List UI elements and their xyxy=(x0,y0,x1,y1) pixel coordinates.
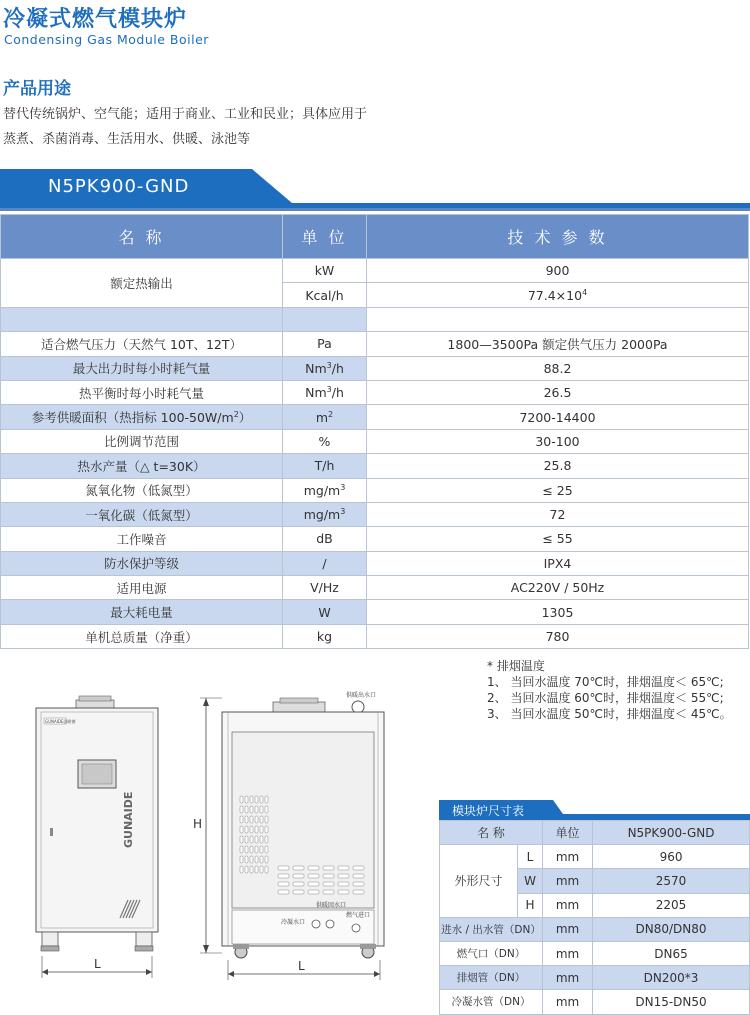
spec-header-unit: 单 位 xyxy=(283,215,367,259)
dims-unit: mm xyxy=(543,869,593,893)
dims-unit: mm xyxy=(543,990,593,1014)
table-row xyxy=(440,917,750,941)
louver-slot xyxy=(265,816,268,823)
dims-axis: L xyxy=(518,845,543,869)
vent-slot xyxy=(308,890,319,894)
spec-header-value: 技 术 参 数 xyxy=(367,215,749,259)
spec-value: ≤ 25 xyxy=(367,478,749,502)
spec-value: 30-100 xyxy=(367,429,749,453)
usage-text xyxy=(3,102,423,152)
unit-base: m xyxy=(315,409,329,425)
table-row xyxy=(1,600,749,624)
unit-base: mg/m xyxy=(303,507,341,523)
louver-slot xyxy=(250,856,253,863)
notes-item: 2、 当回水温度 60℃时，排烟温度＜ 55℃; xyxy=(487,691,724,705)
louver-slot xyxy=(250,846,253,853)
spec-value: ≤ 55 xyxy=(367,527,749,551)
spec-name: 防水保护等级 xyxy=(1,551,283,575)
dims-header-model: N5PK900-GND xyxy=(593,821,750,845)
table-row xyxy=(440,941,750,965)
front-logo-text: GUNAIDE xyxy=(122,791,135,848)
spec-name: 适合燃气压力（天然气 10T、12T） xyxy=(1,332,283,356)
spec-name: 最大出力时每小时耗气量 xyxy=(1,356,283,380)
spec-value: 25.8 xyxy=(367,454,749,478)
spec-unit xyxy=(283,502,367,526)
table-row xyxy=(1,259,749,283)
spec-name: 比例调节范围 xyxy=(1,429,283,453)
table-row xyxy=(1,429,749,453)
spec-unit: T/h xyxy=(283,454,367,478)
label-condensate: 冷凝水口 xyxy=(281,919,306,926)
dims-unit: mm xyxy=(543,966,593,990)
louver-slot xyxy=(240,836,243,843)
spec-name xyxy=(1,405,283,429)
value-base: 77.4×10 xyxy=(527,287,583,303)
dims-header-row xyxy=(440,821,750,845)
louver-slot xyxy=(260,806,263,813)
spec-value: 88.2 xyxy=(367,356,749,380)
louver-slot xyxy=(250,866,253,873)
vent-slot xyxy=(308,866,319,870)
vent-slot xyxy=(338,882,349,886)
page-subtitle: Condensing Gas Module Boiler xyxy=(4,32,209,47)
spec-unit: % xyxy=(283,429,367,453)
dims-row-name: 进水 / 出水管（DN） xyxy=(440,917,543,941)
spec-unit: kW xyxy=(283,259,367,283)
boiler-front-view xyxy=(28,688,168,982)
spec-name: 适用电源 xyxy=(1,576,283,600)
louver-slot xyxy=(245,856,248,863)
unit-sup: 3 xyxy=(340,482,346,492)
dims-value: 960 xyxy=(593,845,750,869)
table-row xyxy=(1,576,749,600)
label-supply-out: 供暖出水口 xyxy=(346,692,377,699)
dims-unit: mm xyxy=(543,845,593,869)
notes-item: 1、 当回水温度 70℃时，排烟温度＜ 65℃; xyxy=(487,675,724,689)
spec-name: 热平衡时每小时耗气量 xyxy=(1,380,283,404)
vent-slot xyxy=(353,874,364,878)
louver-slot xyxy=(245,866,248,873)
side-dim-h: H xyxy=(193,817,203,831)
louver-slot xyxy=(240,816,243,823)
unit-base: Nm xyxy=(305,385,327,401)
louver-slot xyxy=(265,856,268,863)
dims-header-unit: 单位 xyxy=(543,821,593,845)
louver-slot xyxy=(240,826,243,833)
vent-slot xyxy=(353,866,364,870)
spec-value: 72 xyxy=(367,502,749,526)
louver-slot xyxy=(240,796,243,803)
spec-name: 工作噪音 xyxy=(1,527,283,551)
dims-axis: W xyxy=(518,869,543,893)
vent-slot xyxy=(293,882,304,886)
vent-slot xyxy=(278,882,289,886)
unit-tail: /h xyxy=(331,385,344,401)
vent-slot xyxy=(323,874,334,878)
louver-slot xyxy=(255,866,258,873)
louver-slot xyxy=(245,846,248,853)
spec-header-name: 名 称 xyxy=(1,215,283,259)
spec-unit xyxy=(283,478,367,502)
notes-item: 3、 当回水温度 50℃时，排烟温度＜ 45℃。 xyxy=(487,707,732,721)
vent-slot xyxy=(278,874,289,878)
louver-slot xyxy=(250,826,253,833)
exhaust-temp-notes xyxy=(487,658,732,722)
louver-slot xyxy=(245,806,248,813)
spec-unit: Kcal/h xyxy=(283,283,367,307)
dims-table xyxy=(439,820,750,1015)
page-title: 冷凝式燃气模块炉 xyxy=(3,7,188,32)
vent-slot xyxy=(293,874,304,878)
louver-slot xyxy=(265,866,268,873)
louver-slot xyxy=(255,826,258,833)
louver-slot xyxy=(255,816,258,823)
louver-slot xyxy=(265,796,268,803)
louver-slot xyxy=(255,836,258,843)
label-return-in: 供暖回水口 xyxy=(316,902,347,909)
louver-slot xyxy=(240,806,243,813)
spec-name: 最大耗电量 xyxy=(1,600,283,624)
spec-unit xyxy=(283,405,367,429)
louver-slot xyxy=(265,806,268,813)
louver-slot xyxy=(240,866,243,873)
louver-slot xyxy=(260,846,263,853)
louver-slot xyxy=(245,796,248,803)
louver-slot xyxy=(245,836,248,843)
usage-heading: 产品用途 xyxy=(3,79,71,99)
spec-value: IPX4 xyxy=(367,551,749,575)
louver-slot xyxy=(250,816,253,823)
table-row xyxy=(440,845,750,869)
dims-unit: mm xyxy=(543,941,593,965)
table-row-blank xyxy=(1,307,749,331)
spec-unit: W xyxy=(283,600,367,624)
vent-slot xyxy=(353,890,364,894)
louver-slot xyxy=(250,796,253,803)
louver-slot xyxy=(250,836,253,843)
spec-unit xyxy=(283,356,367,380)
vent-slot xyxy=(293,866,304,870)
spec-unit xyxy=(283,380,367,404)
vent-slot xyxy=(323,882,334,886)
dims-axis: H xyxy=(518,893,543,917)
vent-slot xyxy=(338,866,349,870)
louver-slot xyxy=(265,826,268,833)
spec-value xyxy=(367,283,749,307)
louver-slot xyxy=(245,826,248,833)
spec-unit: / xyxy=(283,551,367,575)
spec-unit: Pa xyxy=(283,332,367,356)
louver-slot xyxy=(260,856,263,863)
dims-value: DN65 xyxy=(593,941,750,965)
dims-value: DN80/DN80 xyxy=(593,917,750,941)
dims-value: 2205 xyxy=(593,893,750,917)
table-row xyxy=(1,332,749,356)
vent-slot xyxy=(353,882,364,886)
name-tail: ） xyxy=(238,410,252,426)
unit-base: mg/m xyxy=(303,482,341,498)
louver-slot xyxy=(265,846,268,853)
front-dim-l: L xyxy=(94,957,101,971)
dims-value: DN200*3 xyxy=(593,966,750,990)
louver-slot xyxy=(240,846,243,853)
unit-sup: 3 xyxy=(326,384,332,394)
side-dim-l: L xyxy=(298,959,305,973)
louver-slot xyxy=(240,856,243,863)
name-base: 参考供暖面积（热指标 100-50W/m xyxy=(31,410,234,426)
table-row xyxy=(1,356,749,380)
spec-name: 单机总质量（净重） xyxy=(1,624,283,648)
notes-title: * 排烟温度 xyxy=(487,659,545,673)
name-sup: 2 xyxy=(233,409,239,419)
spec-value: 1305 xyxy=(367,600,749,624)
louver-slot xyxy=(260,866,263,873)
louver-slot xyxy=(245,816,248,823)
usage-line: 替代传统锅炉、空气能；适用于商业、工业和民业；具体应用于 xyxy=(3,107,368,122)
table-row xyxy=(1,478,749,502)
vent-slot xyxy=(293,890,304,894)
table-row xyxy=(1,454,749,478)
table-row xyxy=(1,527,749,551)
dims-row-name: 排烟管（DN） xyxy=(440,966,543,990)
dims-unit: mm xyxy=(543,893,593,917)
louver-slot xyxy=(255,796,258,803)
spec-name: 一氧化碳（低氮型） xyxy=(1,502,283,526)
louver-slot xyxy=(260,836,263,843)
unit-base: Nm xyxy=(305,360,327,376)
table-row xyxy=(440,990,750,1014)
louver-slot xyxy=(260,796,263,803)
dims-row-name: 燃气口（DN） xyxy=(440,941,543,965)
vent-slot xyxy=(278,866,289,870)
spec-unit: dB xyxy=(283,527,367,551)
spec-value: 780 xyxy=(367,624,749,648)
spec-table xyxy=(0,214,749,649)
vent-slot xyxy=(308,874,319,878)
dims-outline-name: 外形尺寸 xyxy=(440,845,518,918)
vent-slot xyxy=(323,866,334,870)
spec-value: AC220V / 50Hz xyxy=(367,576,749,600)
vent-slot xyxy=(278,890,289,894)
louver-slot xyxy=(265,836,268,843)
model-name: N5PK900-GND xyxy=(48,176,190,197)
table-row xyxy=(1,502,749,526)
spec-value: 26.5 xyxy=(367,380,749,404)
table-row xyxy=(1,551,749,575)
unit-tail: /h xyxy=(331,360,344,376)
unit-sup: 3 xyxy=(340,506,346,516)
louver-slot xyxy=(260,816,263,823)
spec-name: 热水产量（△ t=30K） xyxy=(1,454,283,478)
spec-unit: kg xyxy=(283,624,367,648)
table-row xyxy=(440,966,750,990)
dims-value: 2570 xyxy=(593,869,750,893)
table-row xyxy=(1,405,749,429)
table-row xyxy=(1,624,749,648)
dims-title: 模块炉尺寸表 xyxy=(452,804,525,818)
unit-sup: 2 xyxy=(328,409,334,419)
table-row xyxy=(1,380,749,404)
boiler-side-view xyxy=(188,688,398,982)
usage-line: 蒸煮、杀菌消毒、生活用水、供暖、泳池等 xyxy=(3,132,251,147)
vent-slot xyxy=(308,882,319,886)
louver-slot xyxy=(250,806,253,813)
unit-sup: 3 xyxy=(326,360,332,370)
spec-header-row xyxy=(1,215,749,259)
dims-header-name: 名 称 xyxy=(440,821,543,845)
front-plate-text: GUNAIDE固耐德 xyxy=(45,719,76,724)
louver-slot xyxy=(255,806,258,813)
spec-name: 氮氧化物（低氮型） xyxy=(1,478,283,502)
value-exponent: 4 xyxy=(582,287,588,297)
dims-row-name: 冷凝水管（DN） xyxy=(440,990,543,1014)
vent-slot xyxy=(323,890,334,894)
dims-value: DN15-DN50 xyxy=(593,990,750,1014)
louver-slot xyxy=(255,856,258,863)
dims-unit: mm xyxy=(543,917,593,941)
label-gas-in: 燃气进口 xyxy=(346,912,371,919)
vent-slot xyxy=(338,890,349,894)
spec-value: 7200-14400 xyxy=(367,405,749,429)
louver-slot xyxy=(255,846,258,853)
vent-slot xyxy=(338,874,349,878)
spec-value: 1800—3500Pa 额定供气压力 2000Pa xyxy=(367,332,749,356)
spec-unit: V/Hz xyxy=(283,576,367,600)
louver-slot xyxy=(260,826,263,833)
spec-value: 900 xyxy=(367,259,749,283)
spec-name: 额定热输出 xyxy=(1,259,283,308)
